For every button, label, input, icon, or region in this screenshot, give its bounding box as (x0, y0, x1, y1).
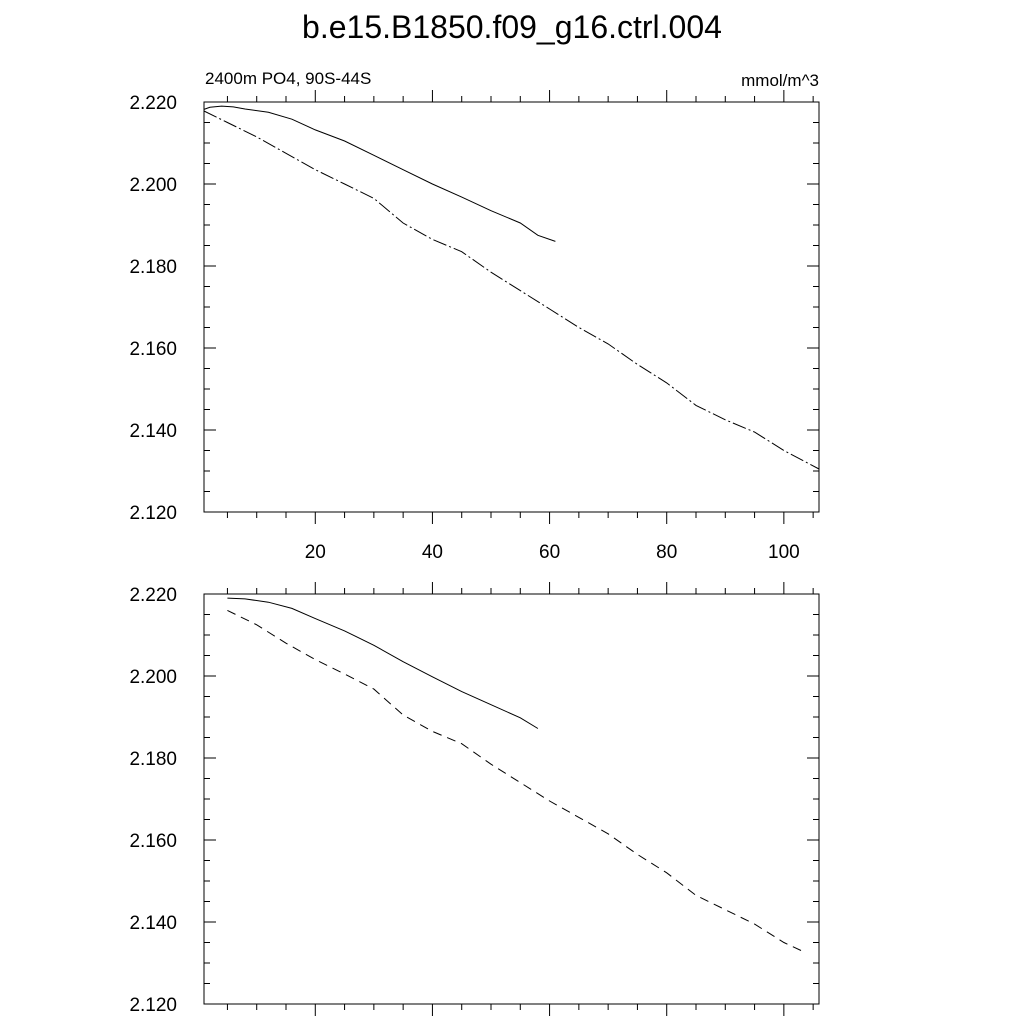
top-panel-plot-frame (204, 102, 819, 512)
y-tick-label: 2.220 (129, 93, 177, 114)
top-panel-x-tick-labels (305, 542, 800, 563)
dashed-series-line (204, 111, 819, 469)
y-tick-label: 2.200 (129, 175, 177, 196)
y-tick-label: 2.120 (129, 995, 177, 1016)
y-tick-label: 2.120 (129, 503, 177, 524)
y-tick-label: 2.180 (129, 749, 177, 770)
top-panel-ticks (204, 90, 819, 524)
y-tick-label: 2.220 (129, 585, 177, 606)
chart-title: b.e15.B1850.f09_g16.ctrl.004 (302, 9, 722, 45)
x-tick-label: 100 (768, 542, 800, 563)
x-tick-label: 40 (421, 542, 443, 563)
x-tick-label: 60 (539, 542, 561, 563)
solid-series-line (204, 106, 555, 241)
bottom-panel-plot-frame (204, 594, 819, 1004)
y-tick-label: 2.160 (129, 339, 177, 360)
bottom-panel (129, 582, 819, 1016)
top-panel (129, 69, 819, 563)
bottom-panel-y-tick-labels (129, 585, 177, 1016)
y-tick-label: 2.140 (129, 913, 177, 934)
y-tick-label: 2.160 (129, 831, 177, 852)
x-tick-label: 20 (304, 542, 326, 563)
top-panel-series (204, 106, 819, 469)
solid-series-line (227, 598, 538, 728)
x-tick-label: 80 (656, 542, 678, 563)
bottom-panel-series (227, 598, 801, 951)
y-tick-label: 2.200 (129, 667, 177, 688)
bottom-panel-ticks (204, 582, 819, 1016)
y-tick-label: 2.180 (129, 257, 177, 278)
top-panel-units-label: mmol/m^3 (741, 71, 819, 90)
y-tick-label: 2.140 (129, 421, 177, 442)
top-panel-y-tick-labels (129, 93, 177, 524)
top-panel-left-label: 2400m PO4, 90S-44S (205, 69, 372, 88)
dashed-series-line (227, 610, 801, 950)
